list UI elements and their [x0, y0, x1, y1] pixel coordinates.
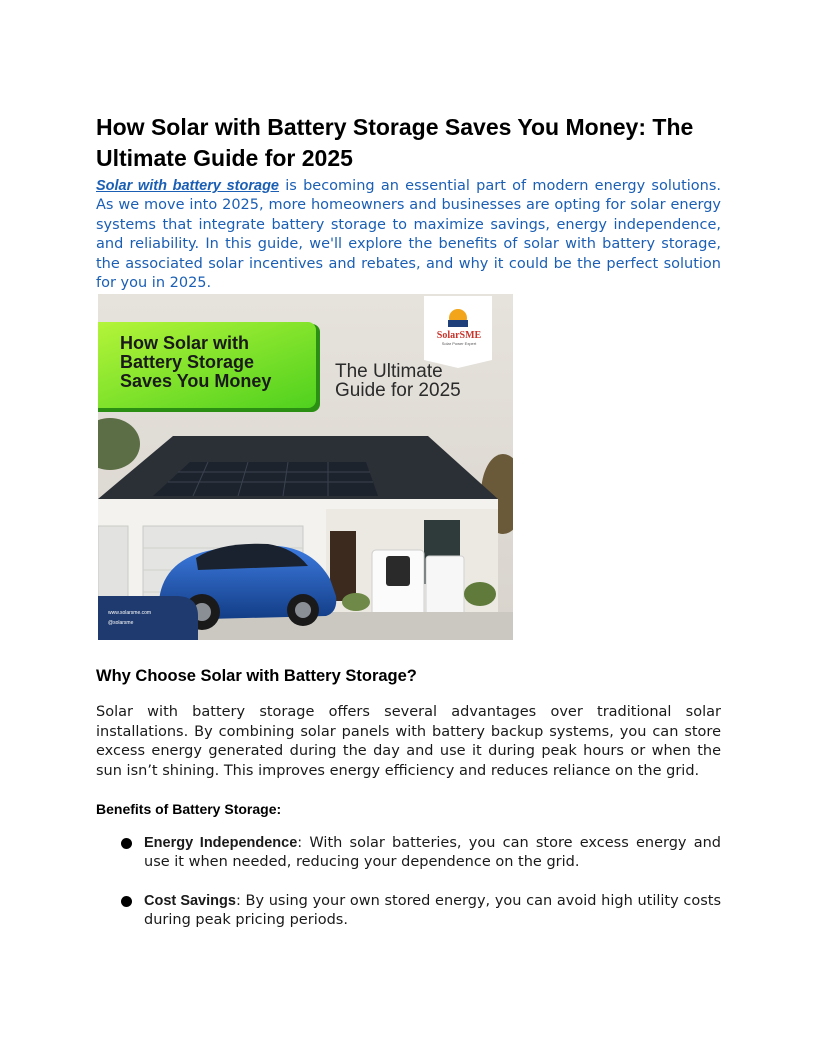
- brand-logo: [426, 330, 492, 346]
- bullet-icon: [121, 896, 132, 907]
- intro-link[interactable]: Solar with battery storage: [96, 178, 279, 194]
- headline-line-2: Battery Storage: [120, 352, 255, 373]
- contact-box: [108, 608, 151, 628]
- benefit-label: Energy Independence: [144, 835, 298, 852]
- brand-name: SolarSME: [436, 330, 482, 342]
- website-text: www.solarsme.com: [108, 610, 152, 617]
- brand-tagline: Solar Power Expert: [441, 341, 477, 347]
- bullet-icon: [121, 838, 132, 849]
- page-title: How Solar with Battery Storage Saves You Money: The Ultimate Guide for 2025: [96, 114, 694, 171]
- benefits-heading: Benefits of Battery Storage:: [96, 801, 282, 818]
- banner-subtitle: [335, 362, 461, 400]
- list-item: [96, 834, 721, 873]
- social-handle: @solarsme: [108, 620, 134, 627]
- subtitle-line-2: Guide for 2025: [335, 380, 461, 402]
- benefit-text: : With solar batteries, you can store excess energy and use it when needed, reducing your dependence on the grid.: [144, 835, 721, 871]
- benefit-label: Cost Savings: [144, 892, 236, 909]
- headline-line-3: Saves You Money: [120, 371, 272, 392]
- section-heading: Why Choose Solar with Battery Storage?: [96, 667, 417, 686]
- subtitle-line-1: The Ultimate: [335, 361, 443, 383]
- document-page: [96, 112, 721, 950]
- list-item: [96, 892, 721, 931]
- intro-text: is becoming an essential part of modern energy solutions. As we move into 2025, more homeowners and businesses are opting for solar energy systems that integrate battery storage to maximize savings, energy independence, and reliability. In this guide, we'll explore the benefits of solar with battery storage, the associated solar incentives and rebates, and why it could be the perfect solution for you in 2025.: [96, 178, 722, 292]
- benefits-list: [96, 834, 721, 931]
- hero-image: [98, 294, 513, 640]
- benefit-text: : By using your own stored energy, you can avoid high utility costs during peak pricing periods.: [144, 892, 721, 929]
- intro-paragraph: [96, 177, 721, 293]
- headline-line-1: How Solar with: [120, 333, 250, 354]
- banner-headline: [120, 334, 320, 391]
- section-paragraph: Solar with battery storage offers several advantages over traditional solar installations. By combining solar panels with battery backup systems, you can store excess energy generated during the day and use it during peak hours or when the sun isn’t shining. This improves energy efficiency and reduces reliance on the grid.: [96, 704, 721, 779]
